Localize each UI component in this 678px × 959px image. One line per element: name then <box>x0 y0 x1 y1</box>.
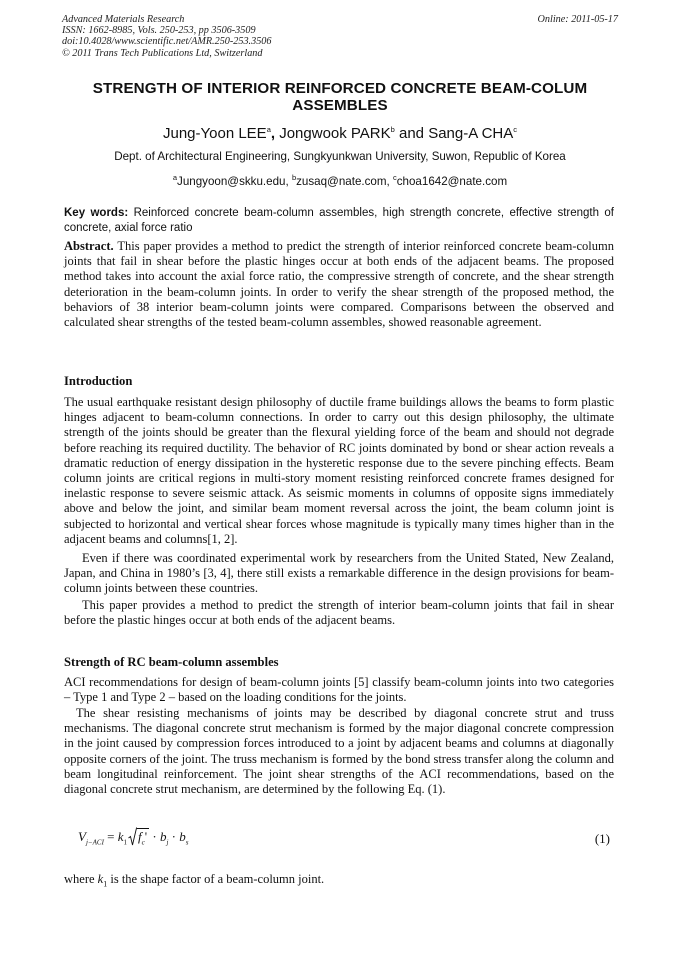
online-date: Online: 2011-05-17 <box>537 14 618 25</box>
equation-expression <box>78 829 188 847</box>
issn-line: ISSN: 1662-8985, Vols. 250-253, pp 3506-3509 <box>62 25 256 37</box>
paragraph: The usual earthquake resistant design philosophy of ductile frame buildings allows the beams to form plastic hinges adjacent to beam-column connections. In order to carry out this design philosophy, the ultimate strength of the joints should be greater than the flexural yielding force of the beam and should not degrade before reaching its required ductility. The behavior of RC joints dominated by bond or shear action reveals a dramatic reduction of energy dissipation in the hysteretic response due to the severe pinching effects. Beam column joints are critical regions in multi-story moment resisting reinforced concrete frames designed for inelastic response to severe seismic attack. As seismic moments in columns of opposite signs immediately above and below the joint, and similar beam moment reversal across the joint, the beam column joint is subjected to horizontal and vertical shear forces whose magnitude is typically many times higher than in the adjacent beams and columns[1, 2]. <box>64 395 614 546</box>
where-prefix: where <box>64 872 98 886</box>
email-separator: , <box>285 174 292 188</box>
eq-symbol-k: k <box>117 829 124 844</box>
email-mark: c <box>392 173 397 182</box>
paragraph: ACI recommendations for design of beam-column joints [5] classify beam-column joints into two categories – Type 1 and Type 2 – based on the loading conditions for the joints. <box>64 675 614 705</box>
copyright-line: © 2011 Trans Tech Publications Ltd, Switzerland <box>62 47 263 59</box>
author-affil-mark: b <box>390 125 395 134</box>
email-mark: a <box>172 173 178 182</box>
paragraph: This paper provides a method to predict the strength of interior beam-column joints that fail in shear before the plastic hinges occur at both ends of the adjacent beams. <box>64 598 614 628</box>
eq-symbol-v: V <box>78 829 86 844</box>
author-list <box>62 121 618 143</box>
paper-title: STRENGTH OF INTERIOR REINFORCED CONCRETE BEAM-COLUM ASSEMBLES <box>92 80 588 114</box>
equation-1 <box>78 829 614 853</box>
journal-header <box>62 14 618 59</box>
email-separator: , <box>386 174 393 188</box>
eq-equals: = <box>107 829 115 844</box>
eq-subscript: j−ACI <box>85 838 104 847</box>
square-root <box>128 829 149 847</box>
eq-symbol-f: f <box>138 829 142 844</box>
author-affil-mark: c <box>513 125 517 134</box>
abstract-label: Abstract. <box>64 239 114 253</box>
email-mark: b <box>291 173 297 182</box>
paragraph: The shear resisting mechanisms of joints may be described by diagonal concrete strut and truss mechanisms. The diagonal concrete strut mechanism is formed by the major diagonal concrete compression in the joint caused by compression forces introduced to a joint by adjacent beams and columns at diagonally opposite corners of the joint. The truss mechanism is formed by the bond stress transfer along the column and beam longitudinal reinforcement. The joint shear strengths of the ACI recommendations, based on the diagonal concrete strut mechanism, are determined by the following Eq. (1). <box>64 706 614 797</box>
where-clause <box>64 872 614 892</box>
eq-subscript: s <box>185 838 189 847</box>
where-symbol: k <box>97 872 104 886</box>
abstract-text: This paper provides a method to predict the strength of interior reinforced concrete beam-column joints that fail in shear before the plastic hinges occur at both ends of the adjacent beams. The proposed method takes into account the axial force ratio, the compressive strength of concrete, and the shear strength deterioration in the beam-column joints. In order to verify the shear strength of the proposed method, the behaviors of 38 interior beam-column joints were compared. Comparisons between the observed and calculated shear strengths of the tested beam-column assembles, showed reasonable agreement. <box>64 239 614 330</box>
eq-symbol-b: b <box>159 829 167 844</box>
email-link[interactable]: Jungyoon@skku.edu <box>177 174 286 188</box>
eq-subscript: c <box>141 838 145 847</box>
abstract <box>64 239 614 330</box>
author-name: Sang-A CHA <box>428 125 514 142</box>
paragraph: Even if there was coordinated experimental work by researchers from the United Stated, New Zealand, Japan, and China in 1980’s [3, 4], there still exists a remarkable difference in the design provisions for beam-column joints between these countries. <box>64 551 614 596</box>
email-link[interactable]: choa1642@nate.com <box>396 174 508 188</box>
author-name: Jongwook PARK <box>279 125 391 142</box>
eq-subscript: 1 <box>123 838 128 847</box>
eq-dot: · <box>152 829 157 844</box>
eq-dot: · <box>171 829 176 844</box>
where-suffix: is the shape factor of a beam-column joint. <box>107 872 325 886</box>
journal-name: Advanced Materials Research <box>62 14 185 25</box>
affiliation: Dept. of Architectural Engineering, Sungkyunkwan University, Suwon, Republic of Korea <box>114 150 566 163</box>
author-name: Jung-Yoon LEE <box>162 125 267 142</box>
section-heading-introduction: Introduction <box>64 374 133 388</box>
where-subscript: 1 <box>103 879 108 889</box>
eq-symbol-b: b <box>179 829 186 844</box>
section-heading-strength: Strength of RC beam-column assembles <box>64 655 279 669</box>
keywords-text: Reinforced concrete beam-column assembles, high strength concrete, effective strength of concrete, axial force ratio <box>64 207 614 235</box>
radical-sign-icon <box>128 827 137 846</box>
email-list <box>62 170 618 189</box>
keywords-label: Key words: <box>64 207 129 219</box>
author-affil-mark: a <box>266 125 271 134</box>
author-separator: , <box>270 125 280 142</box>
author-separator: and <box>394 125 429 142</box>
eq-subscript: j <box>166 838 169 847</box>
email-link[interactable]: zusaq@nate.com <box>296 174 387 188</box>
doi-line[interactable]: doi:10.4028/www.scientific.net/AMR.250-253.3506 <box>62 36 272 48</box>
keywords <box>64 206 614 237</box>
equation-number: (1) <box>594 831 610 846</box>
eq-prime: ' <box>144 829 148 844</box>
